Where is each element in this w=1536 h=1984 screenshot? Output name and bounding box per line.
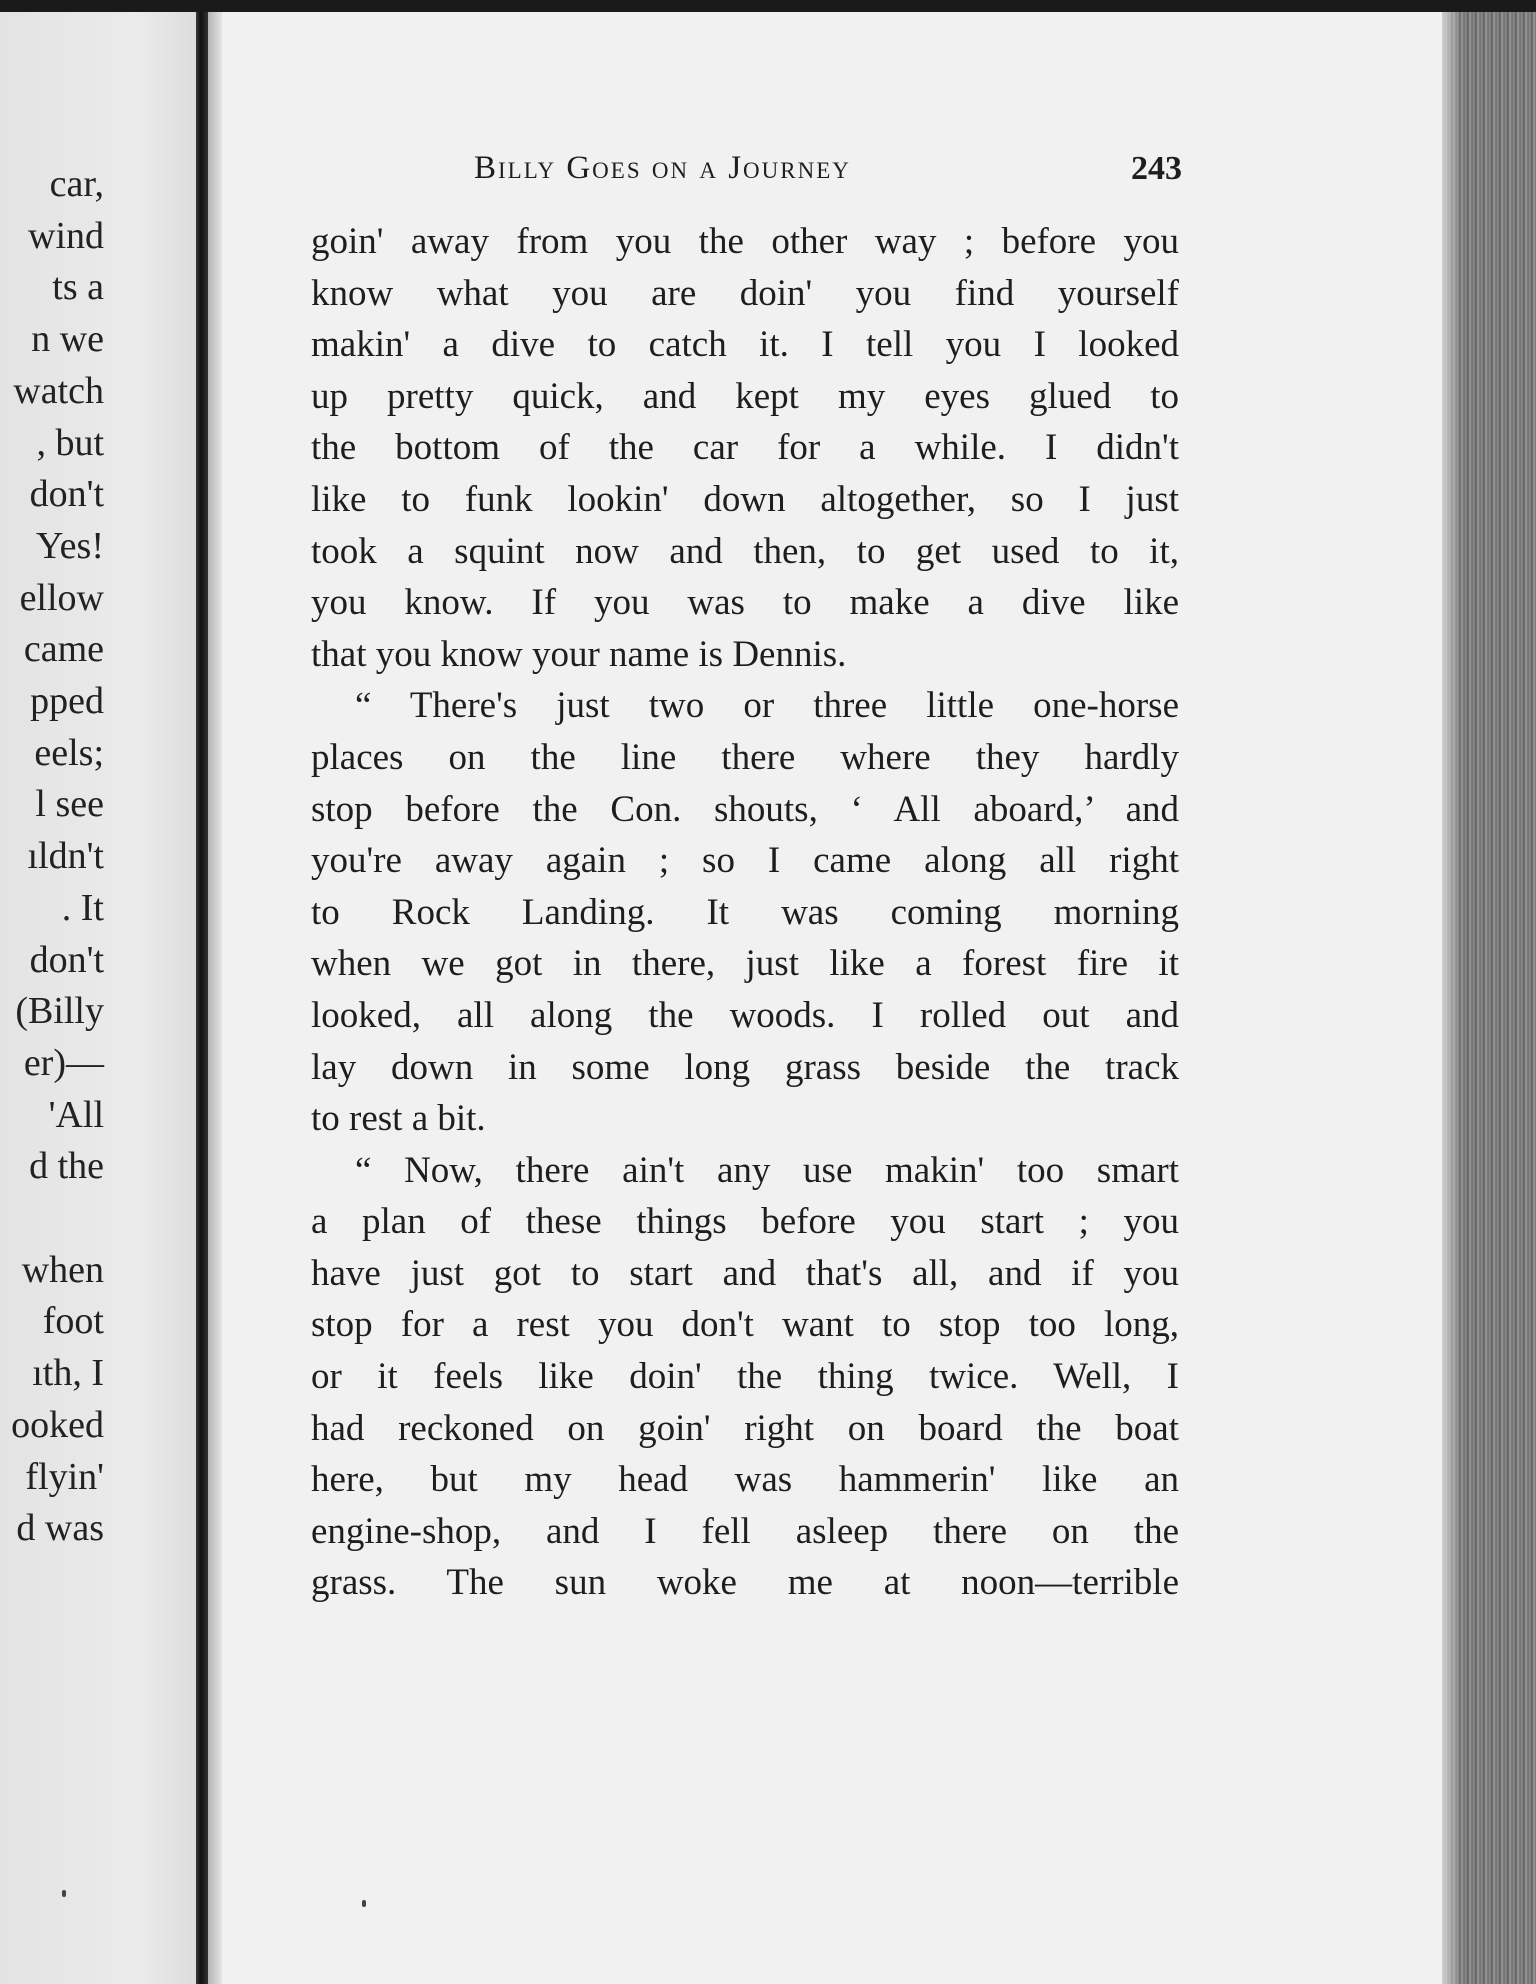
body-line: to rest a bit.	[311, 1098, 486, 1140]
body-line: like to funk lookin' down altogether, so I just	[311, 478, 1179, 520]
body-line: know what you are doin' you find yourself	[311, 272, 1179, 314]
previous-page-line: l see	[35, 783, 104, 826]
body-line: a plan of these things before you start ; you	[311, 1201, 1179, 1243]
body-line: or it feels like doin' the thing twice. Well, I	[311, 1356, 1179, 1398]
ink-speck	[62, 1890, 66, 1897]
previous-page-line: don't	[29, 473, 104, 516]
page-number: 243	[1131, 150, 1182, 187]
body-line: that you know your name is Dennis.	[311, 633, 847, 675]
body-line: had reckoned on goin' right on board the boat	[311, 1407, 1179, 1449]
body-line: to Rock Landing. It was coming morning	[311, 891, 1179, 933]
body-line: stop for a rest you don't want to stop too long,	[311, 1304, 1179, 1346]
previous-page-line: car,	[49, 163, 104, 205]
previous-page-line: d the	[29, 1145, 104, 1188]
previous-page-line: (Billy	[15, 990, 104, 1033]
previous-page-line: came	[23, 628, 104, 671]
body-line: have just got to start and that's all, and if you	[311, 1252, 1179, 1294]
ink-speck	[362, 1900, 366, 1907]
body-line: places on the line there where they hardly	[311, 736, 1179, 778]
book-gutter	[196, 12, 208, 1984]
body-line: the bottom of the car for a while. I didn't	[311, 427, 1179, 469]
body-line: up pretty quick, and kept my eyes glued to	[311, 375, 1179, 417]
body-line: looked, all along the woods. I rolled out and	[311, 994, 1179, 1036]
body-line: goin' away from you the other way ; before you	[311, 221, 1179, 262]
scan-top-border	[0, 0, 1536, 12]
previous-page-line: ıth, I	[32, 1352, 104, 1395]
previous-page-line: ellow	[19, 576, 104, 619]
previous-page-line: er)—	[23, 1041, 104, 1084]
previous-page-line: 'All	[48, 1093, 104, 1136]
previous-page-line: d was	[16, 1507, 104, 1550]
body-line: “ There's just two or three little one-horse	[355, 685, 1179, 727]
body-line: grass. The sun woke me at noon—terrible	[311, 1562, 1179, 1604]
previous-page-line: pped	[30, 680, 104, 722]
body-line: stop before the Con. shouts, ‘ All aboard,’ and	[311, 788, 1179, 830]
previous-page-line: Yes!	[36, 524, 104, 567]
previous-page-edge	[0, 12, 198, 1984]
body-text	[311, 216, 1179, 1609]
body-line: you know. If you was to make a dive like	[311, 582, 1179, 624]
running-head-title: Billy Goes on a Journey	[474, 150, 851, 186]
body-line: when we got in there, just like a forest fire it	[311, 943, 1179, 985]
body-line: makin' a dive to catch it. I tell you I looked	[311, 324, 1179, 366]
previous-page-line: ıldn't	[27, 835, 104, 878]
previous-page-line: flyin'	[25, 1455, 104, 1498]
running-head	[246, 150, 1182, 200]
gutter-shadow	[208, 12, 222, 1984]
previous-page-line: n we	[31, 318, 104, 361]
previous-page-line: when	[21, 1248, 104, 1291]
previous-page-line: . It	[61, 886, 104, 929]
body-line: took a squint now and then, to get used to it,	[311, 530, 1179, 572]
previous-page-line: wind	[28, 214, 104, 257]
fore-edge-shade	[1442, 12, 1462, 1984]
previous-page-line: eels;	[34, 731, 104, 774]
previous-page-line: , but	[36, 421, 104, 464]
previous-page-line: don't	[29, 938, 104, 981]
previous-page-line: ts a	[52, 266, 104, 309]
previous-page-line: foot	[42, 1300, 104, 1343]
body-line: “ Now, there ain't any use makin' too smart	[355, 1149, 1179, 1191]
body-line: here, but my head was hammerin' like an	[311, 1459, 1179, 1501]
previous-page-line: ooked	[11, 1403, 104, 1446]
body-line: lay down in some long grass beside the track	[311, 1046, 1179, 1088]
body-line: engine-shop, and I fell asleep there on the	[311, 1510, 1179, 1552]
previous-page-line: watch	[13, 369, 104, 412]
body-line: you're away again ; so I came along all right	[311, 840, 1179, 882]
